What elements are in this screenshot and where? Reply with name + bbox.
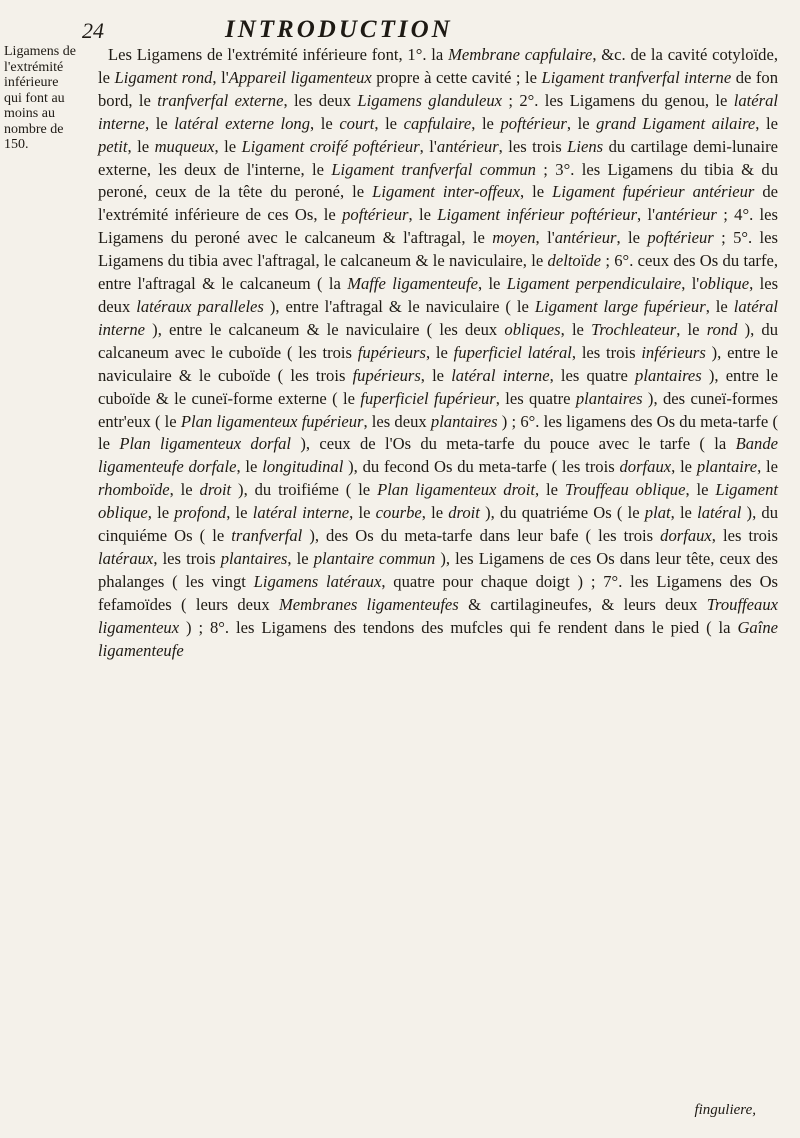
italic-term: fupérieurs	[352, 365, 421, 385]
text-run: ), entre le calcaneum & le naviculaire ( les deux	[145, 319, 505, 339]
italic-term: plantaires	[635, 365, 702, 385]
italic-term: petit	[98, 136, 128, 156]
italic-term: Appareil ligamenteux	[228, 67, 372, 87]
text-run: , le	[310, 113, 340, 133]
text-run: ), entre le naviculaire & le cuboïde ( les trois	[98, 342, 778, 385]
text-run: , le	[425, 342, 454, 362]
text-run: & cartilagineufes, & leurs deux	[458, 594, 707, 614]
italic-term: Ligament perpendiculaire	[506, 274, 682, 294]
text-run: , l'	[535, 228, 555, 248]
text-run: propre à cette cavité ; le	[371, 67, 542, 87]
page-number: 24	[82, 18, 104, 43]
text-run: ) ; 8°. les Ligamens des tendons des mufcles qui fe rendent dans le pied ( la	[179, 617, 738, 637]
text-run: , le	[671, 457, 697, 477]
text-run: , le	[420, 365, 452, 385]
text-run: , le	[670, 503, 698, 523]
italic-term: dorfaux	[660, 526, 712, 546]
italic-term: Ligament fupérieur antérieur	[552, 182, 755, 202]
italic-term: tranfverfal externe	[157, 90, 284, 110]
text-run: , l'	[419, 136, 437, 156]
italic-term: Ligamens glanduleux	[357, 90, 503, 110]
italic-term: Ligament inférieur poftérieur	[437, 205, 638, 225]
italic-term: capfulaire	[403, 113, 472, 133]
text-run: , le	[534, 480, 565, 500]
text-run: , les trois	[711, 526, 778, 546]
italic-term: antérieur	[554, 228, 617, 248]
text-run: , le	[616, 228, 648, 248]
italic-term: poftérieur	[500, 113, 567, 133]
italic-term: fuperficiel latéral	[453, 342, 572, 362]
text-run: ; 3°. les Ligamens du tibia & du peroné, ceux de la tête du peroné, le	[98, 159, 778, 202]
italic-term: Trouffeau oblique	[564, 480, 686, 500]
text-run: , le	[145, 113, 175, 133]
italic-term: oblique	[699, 274, 750, 294]
text-run: de fon bord, le	[98, 67, 778, 110]
italic-term: Trouffeaux ligamenteux	[98, 594, 778, 637]
italic-term: poftérieur	[647, 228, 714, 248]
italic-term: longitudinal	[262, 457, 344, 477]
text-run: , le	[226, 503, 253, 523]
italic-term: Ligament croifé poftérieur	[241, 136, 420, 156]
italic-term: Plan ligamenteux droit	[377, 480, 535, 500]
text-run: ), du fecond Os du meta-tarfe ( les trois	[343, 457, 620, 477]
text-run: ; 2°. les Ligamens du genou, le	[502, 90, 734, 110]
italic-term: plat	[644, 503, 671, 523]
text-run: ), ceux de l'Os du meta-tarfe du pouce avec le tarfe ( la	[291, 434, 736, 454]
text-run: , le	[236, 457, 263, 477]
text-run: , le	[685, 480, 716, 500]
text-run: , les deux	[363, 411, 431, 431]
italic-term: latéral interne	[98, 296, 779, 339]
text-run: ), du troifiéme ( le	[231, 480, 378, 500]
italic-term: Ligament tranfverfal interne	[541, 67, 732, 87]
italic-term: antérieur	[655, 205, 717, 225]
italic-term: plantaire	[696, 457, 758, 477]
italic-term: droit	[199, 480, 232, 500]
italic-term: latéral externe long	[174, 113, 311, 133]
italic-term: Ligamens latéraux	[253, 571, 382, 591]
italic-term: latéral	[697, 503, 742, 523]
italic-term: latéraux	[98, 548, 154, 568]
italic-term: Trochleateur	[591, 319, 677, 339]
text-run: , le	[705, 296, 734, 316]
text-run: , &c. de la cavité cotyloïde, le	[98, 45, 778, 87]
text-run: , le	[408, 205, 438, 225]
text-run: ), entre le cuboïde & le cuneï-forme externe ( le	[98, 365, 778, 408]
text-run: ), les Ligamens de ces Os dans leur tête, ceux des phalanges ( les vingt	[98, 548, 778, 591]
italic-term: Ligament inter-offeux	[372, 182, 520, 202]
text-run: ), du quatriéme Os ( le	[479, 503, 645, 523]
text-run: , le	[374, 113, 404, 133]
text-run: , le	[421, 503, 449, 523]
text-run: , le	[127, 136, 155, 156]
text-run: , le	[471, 113, 501, 133]
text-run: , l'	[212, 67, 229, 87]
italic-term: muqueux	[154, 136, 215, 156]
text-run: de l'extrémité inférieure de ces Os, le	[98, 182, 779, 225]
text-run: , le	[519, 182, 553, 202]
text-run: , le	[566, 113, 597, 133]
italic-term: obliques	[504, 319, 561, 339]
text-run: , le	[560, 319, 592, 339]
text-run: , les trois	[571, 342, 642, 362]
text-run: , les deux	[283, 90, 358, 110]
italic-term: deltoïde	[547, 251, 601, 271]
text-run: ) ; 6°. les ligamens des Os du meta-tarfe ( le	[98, 411, 778, 454]
text-run: , les trois	[153, 548, 221, 568]
italic-term: inférieurs	[641, 342, 706, 362]
italic-term: fupérieurs	[357, 342, 426, 362]
catch-word: finguliere,	[694, 1102, 756, 1118]
italic-term: rhomboïde	[98, 480, 170, 500]
italic-term: Ligament tranfverfal commun	[331, 159, 536, 179]
text-run: ; 4°. les Ligamens du peroné avec le calcaneum & l'aftragal, le	[98, 205, 778, 248]
italic-term: Maffe ligamenteufe	[347, 274, 478, 294]
italic-term: Bande ligamenteufe dorfale	[98, 434, 779, 477]
italic-term: plantaires	[575, 388, 643, 408]
text-run: , les quatre	[495, 388, 576, 408]
text-run: ), du cinquiéme Os ( le	[98, 503, 779, 546]
text-run: , les deux	[98, 274, 779, 316]
text-run: , les quatre	[549, 365, 636, 385]
text-run: , quatre pour chaque doigt ) ; 7°. les Ligamens des Os fefamoïdes ( leurs deux	[98, 571, 779, 614]
margin-note: Ligamens de l'extrémité inférieure qui font au moins au nombre de 150.	[4, 44, 76, 152]
running-title: INTRODUCTION	[225, 16, 453, 43]
text-run: ), entre l'aftragal & le naviculaire ( le	[263, 296, 535, 316]
italic-term: moyen	[492, 228, 536, 248]
italic-term: Ligament rond	[114, 67, 213, 87]
text-run: , le	[169, 480, 200, 500]
italic-term: Membranes ligamenteufes	[278, 594, 459, 614]
italic-term: Plan ligamenteux fupérieur	[180, 411, 364, 431]
italic-term: latéral interne	[451, 365, 550, 385]
text-run: , le	[214, 136, 242, 156]
italic-term: fuperficiel fupérieur	[360, 388, 496, 408]
text-run: , le	[477, 274, 507, 294]
body-paragraph	[98, 44, 778, 662]
italic-term: tranfverfal	[231, 526, 303, 546]
italic-term: courbe	[375, 503, 422, 523]
italic-term: latéral interne	[98, 90, 778, 133]
italic-term: court	[339, 113, 375, 133]
text-run: ), du calcaneum avec le cuboïde ( les trois	[98, 319, 779, 362]
text-run: , le	[676, 319, 707, 339]
italic-term: latéral interne	[252, 503, 350, 523]
text-run: ; 6°. ceux des Os du tarfe, entre l'aftragal & le calcaneum ( la	[98, 251, 778, 294]
italic-term: rond	[706, 319, 738, 339]
italic-term: Liens	[567, 136, 604, 156]
text-run: ), des cuneï-formes entr'eux ( le	[98, 388, 778, 431]
text-run: , le	[755, 113, 778, 133]
text-run: , le	[757, 457, 779, 477]
italic-term: Ligament large fupérieur	[534, 296, 706, 316]
italic-term: Membrane capfulaire	[448, 45, 593, 64]
text-run: , l'	[681, 274, 700, 294]
italic-term: plantaires	[220, 548, 288, 568]
italic-term: droit	[448, 503, 480, 523]
text-run: ; 5°. les Ligamens du tibia avec l'aftragal, le calcaneum & le naviculaire, le	[98, 228, 778, 271]
text-run: , le	[147, 503, 175, 523]
text-run: , les trois	[498, 136, 568, 156]
italic-term: dorfaux	[619, 457, 672, 477]
italic-term: poftérieur	[342, 205, 409, 225]
italic-term: latéraux paralleles	[136, 296, 264, 316]
italic-term: Gaîne ligamenteufe	[98, 617, 778, 660]
italic-term: plantaires	[430, 411, 498, 431]
text-run: du cartilage demi-lunaire externe, les deux de l'interne, le	[98, 136, 779, 179]
italic-term: Plan ligamenteux dorfal	[119, 434, 291, 454]
italic-term: profond	[174, 503, 227, 523]
text-run: Les Ligamens de l'extrémité inférieure font, 1°. la	[108, 45, 449, 64]
text-run: , l'	[637, 205, 656, 225]
text-run: , le	[287, 548, 314, 568]
italic-term: plantaire commun	[313, 548, 436, 568]
italic-term: Ligament oblique	[98, 480, 779, 523]
italic-term: grand Ligament ailaire	[596, 113, 756, 133]
italic-term: antérieur	[436, 136, 499, 156]
text-run: ), des Os du meta-tarfe dans leur bafe ( les trois	[302, 526, 661, 546]
text-run: , le	[349, 503, 376, 523]
